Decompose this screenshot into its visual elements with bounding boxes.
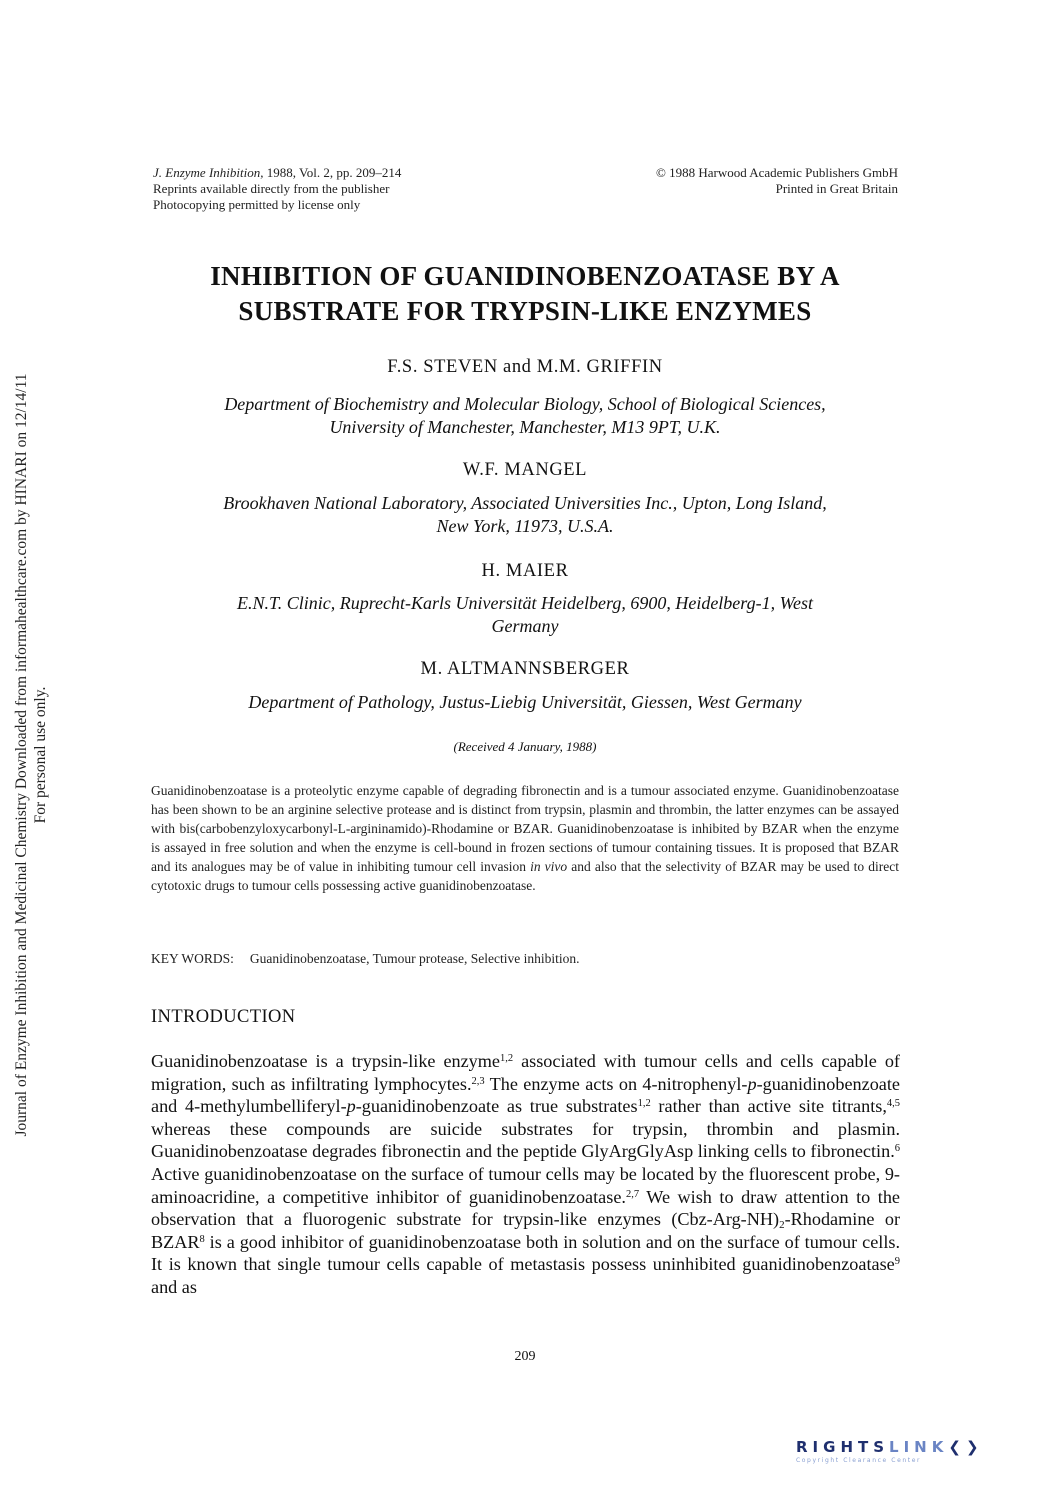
photocopy-note: Photocopying permitted by license only — [153, 197, 361, 212]
reprints-note: Reprints available directly from the publisher — [153, 181, 390, 196]
journal-header — [153, 165, 401, 213]
author-affiliation — [120, 393, 930, 439]
abstract — [151, 781, 899, 895]
body-text: associated with tumour cells and cells capable of migration, such as infiltrating lymphocytes. — [151, 1051, 900, 1094]
affiliation-line: E.N.T. Clinic, Ruprecht-Karls Universität Heidelberg, 6900, Heidelberg-1, West — [237, 593, 813, 613]
body-text: Guanidinobenzoatase is a trypsin-like enzyme — [151, 1051, 500, 1071]
rightslink-wordmark — [796, 1438, 1006, 1456]
affiliation-line: Department of Biochemistry and Molecular Biology, School of Biological Sciences, — [224, 394, 826, 414]
logo-rights-text: RIGHTS — [796, 1438, 890, 1456]
printed-line: Printed in Great Britain — [775, 181, 898, 196]
rightslink-logo[interactable] — [796, 1438, 1006, 1472]
keywords-text: Guanidinobenzoatase, Tumour protease, Selective inhibition. — [249, 951, 580, 966]
subscript: 2 — [779, 1219, 785, 1232]
received-date: (Received 4 January, 1988) — [453, 739, 597, 754]
title-line1: INHIBITION OF GUANIDINOBENZOATASE BY A — [210, 261, 840, 291]
citation-ref: 2,3 — [471, 1075, 485, 1087]
affiliation-line: Germany — [491, 616, 559, 636]
download-notice-line2: For personal use only. — [32, 686, 49, 824]
logo-link-text: LINK — [889, 1438, 949, 1456]
section-heading-introduction: INTRODUCTION — [151, 1007, 296, 1027]
body-italic: p — [747, 1073, 757, 1094]
body-italic: p — [346, 1096, 356, 1117]
affiliation-line: Brookhaven National Laboratory, Associated Universities Inc., Upton, Long Island, — [223, 493, 827, 513]
body-text: We wish to draw attention to the observation that a fluorogenic substrate for trypsin-like enzymes (Cbz-Arg-NH) — [151, 1186, 900, 1230]
citation-ref: 8 — [199, 1233, 205, 1245]
citation-ref: 9 — [894, 1256, 900, 1268]
keywords — [151, 951, 899, 967]
author-name: M. ALTMANNSBERGER — [420, 659, 630, 679]
body-text: The enzyme acts on 4-nitrophenyl- — [484, 1073, 748, 1094]
journal-name: J. Enzyme Inhibition, — [153, 165, 264, 180]
citation-ref: 1,2 — [500, 1053, 514, 1064]
abstract-text: Guanidinobenzoatase is a proteolytic enzyme capable of degrading fibronectin and is a tumour associated enzyme. Guanidinobenzoatase has been shown to be an arginine selective protease and is distinct from trypsin, plasmin and thrombin, the latter enzymes can be assayed with bis(carbobenzyloxycarbonyl-L-argininamido)-Rhodamine or BZAR. Guanidinobenzoatase is inhibited by BZAR when the enzyme is assayed in free solution and when the enzyme is cell-bound in frozen sections of tumour containing tissues. It is proposed that BZAR and its analogues may be of value in inhibiting tumour cell invasion — [151, 783, 899, 874]
body-text: Active guanidinobenzoatase on the surface of tumour cells may be located by the fluorescent probe, 9-aminoacridine, a competitive inhibitor of guanidinobenzoatase. — [151, 1163, 900, 1207]
citation-ref: 2,7 — [625, 1188, 640, 1200]
body-text: whereas these compounds are suicide substrates for trypsin, thrombin and plasmin. Guanidinobenzoatase degrades fibronectin and the peptide GlyArgGlyAsp linking cells to fibronectin. — [151, 1118, 900, 1162]
keywords-label: KEY WORDS: — [151, 951, 234, 966]
body-text: -Rhodamine or BZAR — [151, 1209, 901, 1252]
chevrons-icon: ❮❯ — [948, 1438, 984, 1456]
download-notice-line1: Journal of Enzyme Inhibition and Medicinal Chemistry Downloaded from informahealthcare.com by HINARI on 12/14/11 — [13, 373, 30, 1137]
affiliation-line: University of Manchester, Manchester, M13 9PT, U.K. — [329, 417, 721, 437]
download-notice-sidebar — [6, 340, 56, 1170]
citation-ref: 4,5 — [886, 1098, 901, 1110]
body-text: rather than active site titrants, — [650, 1096, 887, 1117]
citation-line — [153, 165, 401, 181]
journal-citation: 1988, Vol. 2, pp. 209–214 — [263, 165, 402, 180]
author-affiliation — [120, 691, 930, 714]
copyright-line: © 1988 Harwood Academic Publishers GmbH — [655, 165, 898, 180]
introduction-paragraph — [151, 1050, 900, 1299]
paper-title — [100, 259, 950, 329]
abstract-italic: in vivo — [530, 859, 568, 874]
body-text: is a good inhibitor of guanidinobenzoatase both in solution and on the surface of tumour cells. It is known that single tumour cells capable of metastasis possess uninhibited guanidinobenzoatase — [151, 1231, 900, 1275]
author-name: F.S. STEVEN and M.M. GRIFFIN — [387, 357, 663, 377]
body-text: and as — [151, 1276, 197, 1297]
author-affiliation — [120, 592, 930, 638]
author-affiliation — [120, 492, 930, 538]
logo-tagline: Copyright Clearance Center — [796, 1457, 922, 1464]
body-text: -guanidinobenzoate as true substrates — [355, 1096, 638, 1117]
title-line2: SUBSTRATE FOR TRYPSIN-LIKE ENZYMES — [238, 296, 812, 326]
abstract-text: and also that the selectivity of BZAR may be used to direct cytotoxic drugs to tumour cells possessing active guanidinobenzoatase. — [151, 859, 899, 893]
affiliation-line: New York, 11973, U.S.A. — [436, 516, 614, 536]
citation-ref: 1,2 — [637, 1098, 651, 1110]
body-text: -guanidinobenzoate and 4-methylumbelliferyl- — [151, 1073, 900, 1117]
author-name: W.F. MANGEL — [462, 460, 588, 480]
affiliation-line: Department of Pathology, Justus-Liebig Universität, Giessen, West Germany — [248, 692, 802, 712]
page-number: 209 — [514, 1349, 536, 1364]
author-name: H. MAIER — [481, 561, 569, 581]
publisher-header — [656, 165, 898, 197]
citation-ref: 6 — [894, 1143, 900, 1155]
